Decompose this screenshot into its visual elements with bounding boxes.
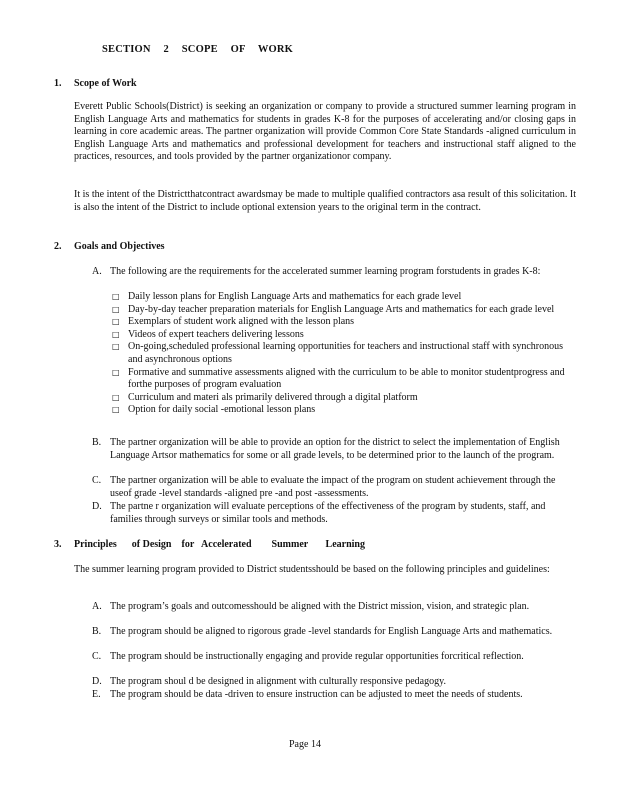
list-item	[112, 367, 568, 392]
principle-item-text: The program shoul d be designed in alignment with culturally responsive pedagogy.	[110, 676, 446, 687]
principle-item-letter: B.	[92, 626, 102, 637]
list-item	[112, 341, 568, 366]
section-1-paragraph-1: Everett Public Schools(District) is seeking an organization or company to provide a structured summer learning program in English Language Arts and mathematics for students in grades K-8 for the purposes of accelerating and/or closing gaps in learning in core academic areas. The partner organization will provide Common Core State Standards -aligned curriculum in English Language Arts and mathematics and professional development for teachers and instructional staff aligned to the practices, resources, and tools provided by the partner organizationor company.	[74, 101, 576, 163]
section-2-number: 2.	[54, 241, 62, 252]
goal-item-text: The partner organization will be able to evaluate the impact of the program on student achievement through the useof grade -level standards -aligned pre -and post -assessments.	[110, 475, 556, 499]
principle-item-text: The program should be instructionally engaging and provide regular opportunities forcritical reflection.	[110, 651, 524, 662]
requirements-list	[112, 291, 568, 417]
goal-item-letter: A.	[92, 266, 102, 277]
list-item-text: On-going,scheduled professional learning opportunities for teachers and instructional staff with synchronous and asynchronous options	[128, 341, 563, 365]
section-1-paragraph-2: It is the intent of the Districtthatcontract awardsmay be made to multiple qualified contractors asa result of this solicitation. It is also the intent of the District to include optional extension years to the original term in the contract.	[74, 189, 576, 213]
checkbox-bullet-icon: □	[112, 405, 120, 415]
goal-item-text: The following are the requirements for the accelerated summer learning program forstudents in grades K-8:	[110, 266, 541, 277]
checkbox-bullet-icon: □	[112, 392, 120, 402]
principle-item-text: The program’s goals and outcomesshould be aligned with the District mission, vision, and strategic plan.	[110, 601, 530, 612]
principle-item-text: The program should be aligned to rigorous grade -level standards for English Language Arts and mathematics.	[110, 626, 553, 637]
section-3-number: 3.	[54, 539, 62, 550]
goal-item-text: The partne r organization will evaluate perceptions of the effectiveness of the program by students, staff, and families through surveys or similar tools and methods.	[110, 501, 546, 525]
list-item	[112, 404, 568, 417]
goal-item-letter: C.	[92, 475, 102, 486]
principle-item-d	[92, 676, 578, 689]
principle-item-letter: A.	[92, 601, 102, 612]
goal-item-c	[92, 475, 578, 500]
section-2-heading: Goals and Objectives	[74, 241, 165, 252]
principle-item-letter: D.	[92, 676, 102, 687]
list-item	[112, 392, 568, 405]
principle-item-b	[92, 626, 578, 639]
principle-item-text: The program should be data -driven to ensure instruction can be adjusted to meet the needs of students.	[110, 689, 523, 700]
list-item-text: Videos of expert teachers delivering lessons	[128, 328, 304, 340]
list-item-text: Daily lesson plans for English Language Arts and mathematics for each grade level	[128, 291, 462, 302]
list-item-text: Day-by-day teacher preparation materials for English Language Arts and mathematics for each grade level	[128, 303, 555, 315]
list-item	[112, 329, 568, 342]
goal-item-text: The partner organization will be able to provide an option for the district to select the implementation of English Language Artsor mathematics for some or all grade levels, to be determined prior to the launch of the program.	[110, 437, 560, 461]
checkbox-bullet-icon: □	[112, 367, 120, 377]
page-number: Page 14	[289, 739, 321, 750]
section-title: SECTION 2 SCOPE OF WORK	[102, 44, 294, 55]
goal-item-letter: D.	[92, 501, 102, 512]
principle-item-c	[92, 651, 578, 664]
list-item-text: Curriculum and materi als primarily delivered through a digital platform	[128, 391, 418, 403]
section-3-intro: The summer learning program provided to District studentsshould be based on the following principles and guidelines:	[74, 564, 550, 575]
goal-item-a	[92, 266, 578, 279]
principle-item-a	[92, 601, 578, 614]
goal-item-letter: B.	[92, 437, 102, 448]
checkbox-bullet-icon: □	[112, 317, 120, 327]
list-item	[112, 316, 568, 329]
goal-item-b	[92, 437, 578, 462]
checkbox-bullet-icon: □	[112, 304, 120, 314]
list-item	[112, 304, 568, 317]
principle-item-e	[92, 689, 578, 702]
principle-item-letter: E.	[92, 689, 101, 700]
checkbox-bullet-icon: □	[112, 329, 120, 339]
checkbox-bullet-icon: □	[112, 342, 120, 352]
list-item-text: Formative and summative assessments aligned with the curriculum to be able to monitor studentprogress and forthe purposes of program evaluation	[128, 366, 565, 391]
list-item-text: Option for daily social -emotional lesson plans	[128, 404, 316, 416]
checkbox-bullet-icon: □	[112, 292, 120, 301]
principle-item-letter: C.	[92, 651, 102, 662]
list-item-text: Exemplars of student work aligned with the lesson plans	[128, 316, 355, 328]
list-item	[112, 291, 568, 304]
section-1-heading: Scope of Work	[74, 78, 137, 89]
section-3-heading: Principles of Design for Accelerated Summer Learning	[74, 539, 365, 550]
goal-item-d	[92, 501, 578, 526]
section-1-number: 1.	[54, 78, 62, 89]
